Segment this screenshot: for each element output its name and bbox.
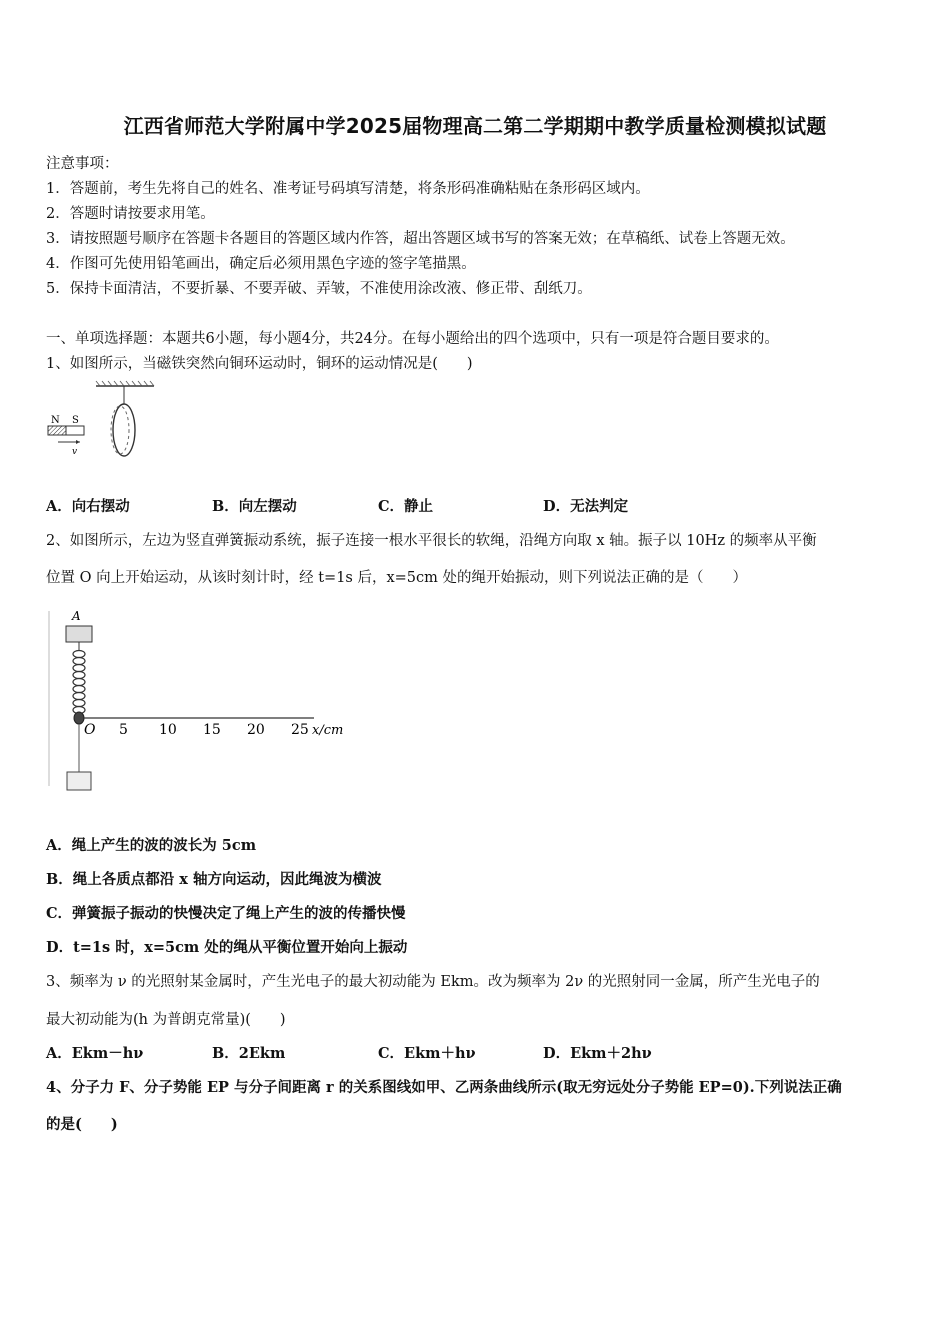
notice-item-4: 4．作图可先使用铅笔画出，确定后必须用黑色字迹的签字笔描黑。 bbox=[46, 256, 476, 272]
q1-option-d[interactable]: D．无法判定 bbox=[543, 498, 629, 515]
tick-label-5: 5 bbox=[119, 722, 128, 738]
notice-item-3: 3．请按照题号顺序在答题卡各题目的答题区域内作答，超出答题区域书写的答案无效；在草稿纸、试卷上答题无效。 bbox=[46, 231, 795, 247]
magnet-s-label: S bbox=[72, 415, 79, 426]
tick-label-20: 20 bbox=[247, 722, 265, 738]
origin-o-label: O bbox=[84, 722, 96, 738]
section-heading: 一、单项选择题：本题共6小题，每小题4分，共24分。在每小题给出的四个选项中，只有一项是符合题目要求的。 bbox=[46, 331, 779, 347]
q2-spring-wave-figure bbox=[44, 606, 354, 798]
tick-label-15: 15 bbox=[203, 722, 221, 738]
q3-option-c[interactable]: C．Ekm＋hν bbox=[378, 1045, 476, 1062]
support-a-label: A bbox=[72, 609, 81, 623]
tick-label-25: 25 bbox=[291, 722, 309, 738]
notice-item-2: 2．答题时请按要求用笔。 bbox=[46, 206, 215, 222]
q1-option-a[interactable]: A．向右摆动 bbox=[46, 498, 130, 515]
axis-label-x: x/cm bbox=[312, 723, 344, 738]
q3-option-a[interactable]: A．Ekm－hν bbox=[46, 1045, 144, 1062]
q2-option-b[interactable]: B．绳上各质点都沿 x 轴方向运动，因此绳波为横波 bbox=[46, 871, 382, 888]
q4-stem-line-2: 的是( ) bbox=[46, 1116, 118, 1133]
q2-option-a[interactable]: A．绳上产生的波的波长为 5cm bbox=[46, 837, 257, 854]
q4-stem-line-1: 4、分子力 F、分子势能 EP 与分子间距离 r 的关系图线如甲、乙两条曲线所示(取无穷远处分子势能 EP=0).下列说法正确 bbox=[46, 1079, 842, 1096]
tick-label-10: 10 bbox=[159, 722, 177, 738]
notice-item-5: 5．保持卡面清洁，不要折暴、不要弄破、弄皱，不准使用涂改液、修正带、刮纸刀。 bbox=[46, 281, 592, 297]
notice-item-1: 1．答题前，考生先将自己的姓名、准考证号码填写清楚，将条形码准确粘贴在条形码区域内。 bbox=[46, 181, 650, 197]
notice-heading: 注意事项： bbox=[46, 156, 119, 172]
q3-stem-line-1: 3、频率为 ν 的光照射某金属时，产生光电子的最大初动能为 Ekm。改为频率为 2ν 的光照射同一金属，所产生光电子的 bbox=[46, 974, 820, 990]
velocity-label: v bbox=[72, 447, 78, 457]
magnet-n-label: N bbox=[51, 415, 60, 426]
q1-magnet-ring-figure bbox=[44, 380, 164, 462]
q2-stem-line-2: 位置 O 向上开始运动，从该时刻计时，经 t=1s 后，x=5cm 处的绳开始振动，则下列说法正确的是（ ） bbox=[46, 570, 747, 586]
page-title: 江西省师范大学附属中学2025届物理高二第二学期期中教学质量检测模拟试题 bbox=[123, 114, 827, 138]
q1-stem: 1、如图所示，当磁铁突然向铜环运动时，铜环的运动情况是( ) bbox=[46, 356, 473, 372]
q3-stem-line-2: 最大初动能为(h 为普朗克常量)( ) bbox=[46, 1012, 286, 1028]
q1-option-b[interactable]: B．向左摆动 bbox=[212, 498, 297, 515]
q2-option-d[interactable]: D．t=1s 时，x=5cm 处的绳从平衡位置开始向上振动 bbox=[46, 939, 408, 956]
q1-option-c[interactable]: C．静止 bbox=[378, 498, 434, 515]
q3-option-d[interactable]: D．Ekm＋2hν bbox=[543, 1045, 652, 1062]
q3-option-b[interactable]: B．2Ekm bbox=[212, 1045, 286, 1062]
q2-stem-line-1: 2、如图所示，左边为竖直弹簧振动系统，振子连接一根水平很长的软绳，沿绳方向取 x 轴。振子以 10Hz 的频率从平衡 bbox=[46, 533, 817, 549]
q2-option-c[interactable]: C．弹簧振子振动的快慢决定了绳上产生的波的传播快慢 bbox=[46, 905, 406, 922]
